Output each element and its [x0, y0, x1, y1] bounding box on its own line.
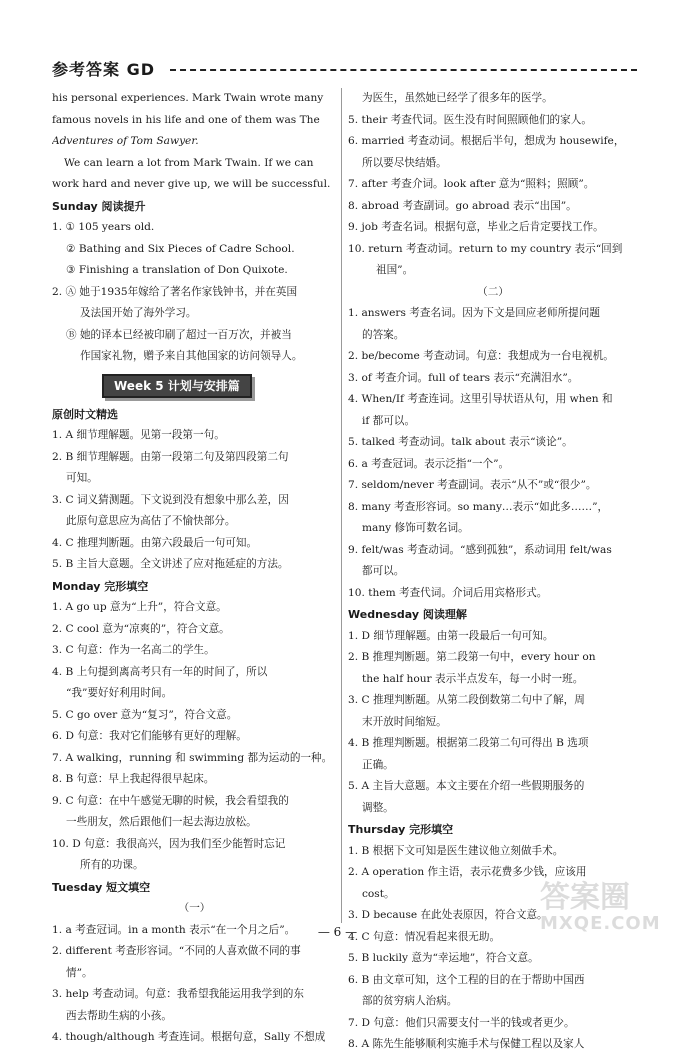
answer-line: 都可以。: [362, 565, 405, 577]
answer-line: 6. a 考查冠词。表示泛指“一个”。: [348, 457, 510, 470]
page-number: — 6 —: [317, 925, 358, 939]
answer-line: 5. B luckily 意为“幸运地”，符合文意。: [348, 952, 539, 964]
answer-line: 1. B 根据下文可知是医生建议他立刻做手术。: [348, 844, 564, 857]
header-title: 参考答案 GD: [52, 60, 155, 79]
answer-line: 1. A go up 意为“上升”，符合文意。: [52, 601, 227, 613]
page-header: [52, 57, 637, 85]
answer-line: 3. C 句意：作为一名高二的学生。: [52, 644, 215, 656]
text-line: We can learn a lot from Mark Twain. If we can: [64, 156, 314, 169]
answer-line: the half hour 表示半点发车，每一小时一班。: [362, 672, 584, 685]
answer-line: cost。: [362, 887, 395, 900]
answer-line: 9. felt/was 考查动词。“感到孤独”，系动词用 felt/was: [348, 543, 612, 556]
answer-line: 情”。: [66, 966, 93, 979]
answer-line: Ⓑ 她的译本已经被印刷了超过一百万次，并被当: [66, 328, 292, 341]
answer-line: 7. after 考查介词。look after 意为“照料；照顾”。: [348, 178, 595, 190]
answer-line: 4. B 推理判断题。根据第二段第二句可得出 B 选项: [348, 737, 589, 749]
answer-line: 2. Ⓐ 她于1935年嫁给了著名作家钱钟书，并在英国: [52, 285, 298, 298]
answer-line: 7. A walking，running 和 swimming 都为运动的一种。: [52, 751, 333, 764]
section-heading-thursday: Thursday 完形填空: [348, 823, 454, 836]
answer-line: 及法国开始了海外学习。: [80, 307, 197, 319]
answer-line: 的答案。: [362, 328, 405, 341]
answer-line: 10. them 考查代词。介词后用宾格形式。: [348, 586, 548, 599]
answer-line: “我”要好好利用时间。: [66, 687, 173, 699]
answer-line: 4. though/although 考查连词。根据句意，Sally 不想成: [52, 1031, 326, 1043]
text-line: his personal experiences. Mark Twain wrote many: [52, 92, 324, 104]
answer-line: 6. married 考查动词。根据后半句，想成为 housewife，: [348, 135, 625, 147]
subsection-label: （一）: [178, 902, 211, 914]
answer-line: 8. A 陈先生能够顺利实施手术与保健工程以及家人: [348, 1038, 585, 1050]
answer-line: 可知。: [66, 472, 98, 484]
answer-line: many 修饰可数名词。: [362, 522, 469, 534]
answer-line: 10. D 句意：我很高兴，因为我们至少能暂时忘记: [52, 837, 286, 850]
answer-line: ② Bathing and Six Pieces of Cadre School.: [66, 242, 295, 255]
section-heading-wednesday: Wednesday 阅读理解: [348, 608, 467, 621]
answer-line: 作国家礼物，赠予来自其他国家的访问领导人。: [80, 350, 303, 362]
answer-line: 3. of 考查介词。full of tears 表示“充满泪水”。: [348, 371, 579, 384]
answer-line: 2. A operation 作主语，表示花费多少钱，应该用: [348, 866, 587, 878]
answer-line: 4. C 推理判断题。由第六段最后一句可知。: [52, 536, 258, 549]
answer-line: 1. answers 考查名词。因为下文是回应老师所提问题: [348, 307, 600, 319]
answer-line: 5. A 主旨大意题。本文主要在介绍一些假期服务的: [348, 780, 585, 792]
answer-line: 8. abroad 考查副词。go abroad 表示“出国”。: [348, 199, 577, 212]
answer-line: 2. B 细节理解题。由第一段第二句及第四段第二句: [52, 450, 289, 463]
answer-line: 西去帮助生病的小孩。: [66, 1009, 172, 1022]
answer-line: 2. different 考查形容词。“不同的人喜欢做不同的事: [52, 945, 301, 957]
answer-line: 8. many 考查形容词。so many…表示“如此多……”，: [348, 500, 609, 513]
answer-line: 5. their 考查代词。医生没有时间照顾他们的家人。: [348, 113, 592, 126]
answer-line: 2. C cool 意为“凉爽的”，符合文意。: [52, 622, 230, 635]
answer-line: 为医生，虽然她已经学了很多年的医学。: [362, 92, 553, 104]
watermark-line-2: MXQE.COM: [540, 913, 661, 934]
answer-line: 1. A 细节理解题。见第一段第一句。: [52, 429, 225, 441]
answer-line: 4. C 句意：情况看起来很无助。: [348, 930, 501, 943]
answer-line: 5. C go over 意为“复习”，符合文意。: [52, 708, 238, 721]
section-heading-yuanchuang: 原创时文精选: [52, 407, 118, 421]
answer-line: 2. B 推理判断题。第二段第一句中，every hour on: [348, 651, 596, 663]
answer-line: 正确。: [362, 758, 394, 771]
answer-line: ③ Finishing a translation of Don Quixote.: [66, 264, 288, 276]
answer-line: 4. When/If 考查连词。这里引导状语从句，用 when 和: [348, 393, 613, 405]
subsection-label: （二）: [477, 285, 509, 298]
answer-line: 3. C 词义猜测题。下文说到没有想象中那么差，因: [52, 493, 289, 506]
answer-line: 8. B 句意：早上我起得很早起床。: [52, 773, 215, 785]
answer-line: 1. D 细节理解题。由第一段最后一句可知。: [348, 629, 554, 642]
column-divider: [341, 88, 342, 923]
watermark-logo: [540, 882, 670, 942]
answer-line: 部的贫穷病人治病。: [362, 995, 458, 1007]
answer-line: 调整。: [362, 801, 394, 814]
answer-line: 10. return 考查动词。return to my country 表示“回到: [348, 242, 623, 255]
section-heading-tuesday: Tuesday 短文填空: [52, 880, 151, 894]
week-banner-label: Week 5 计划与安排篇: [114, 378, 240, 393]
watermark-line-1: 答案圈: [540, 880, 630, 915]
answer-line: 所以要尽快结婚。: [362, 156, 447, 169]
answer-line: 所有的功课。: [80, 859, 144, 871]
answer-line: 末开放时间缩短。: [362, 715, 447, 728]
text-line: work hard and never give up, we will be successful.: [52, 178, 331, 190]
answer-line: 2. be/become 考查动词。句意：我想成为一台电视机。: [348, 350, 614, 362]
answer-line: 祖国”。: [376, 264, 414, 276]
answer-line: 3. D because 在此处表原因，符合文意。: [348, 909, 548, 921]
answer-line: if 都可以。: [362, 414, 416, 427]
answer-line: 1. ① 105 years old.: [52, 221, 155, 233]
text-line: famous novels in his life and one of them was The: [52, 113, 320, 126]
answer-line: 9. job 考查名词。根据句意，毕业之后肯定要找工作。: [348, 221, 604, 233]
answer-line: 3. C 推理判断题。从第二段倒数第二句中了解，周: [348, 694, 585, 706]
answer-line: 4. B 上句提到离高考只有一年的时间了，所以: [52, 665, 268, 678]
section-heading-sunday: Sunday 阅读提升: [52, 199, 146, 213]
answer-line: 9. C 句意：在中午感觉无聊的时候，我会看望我的: [52, 794, 289, 807]
section-heading-monday: Monday 完形填空: [52, 579, 149, 593]
answer-line: 一些朋友，然后跟他们一起去海边放松。: [66, 816, 257, 828]
answer-line: 5. talked 考查动词。talk about 表示“谈论”。: [348, 436, 573, 448]
answer-line: 5. B 主旨大意题。全文讲述了应对拖延症的方法。: [52, 558, 289, 570]
answer-line: 此原句意思应为高估了不愉快部分。: [66, 515, 236, 527]
answer-line: 7. D 句意：他们只需要支付一半的钱或者更少。: [348, 1016, 575, 1029]
answer-line: 7. seldom/never 考查副词。表示“从不”或“很少”。: [348, 479, 597, 491]
week-banner: [102, 374, 252, 398]
answer-line: 6. D 句意：我对它们能够有更好的理解。: [52, 730, 247, 742]
answer-line: 1. a 考查冠词。in a month 表示“在一个月之后”。: [52, 923, 296, 936]
header-dashed-rule: [170, 69, 637, 71]
text-line: Adventures of Tom Sawyer.: [52, 135, 199, 147]
answer-line: 6. B 由文章可知，这个工程的目的在于帮助中国西: [348, 973, 585, 986]
answer-line: 3. help 考查动词。句意：我希望我能运用我学到的东: [52, 988, 304, 1000]
left-column: [52, 88, 337, 1049]
